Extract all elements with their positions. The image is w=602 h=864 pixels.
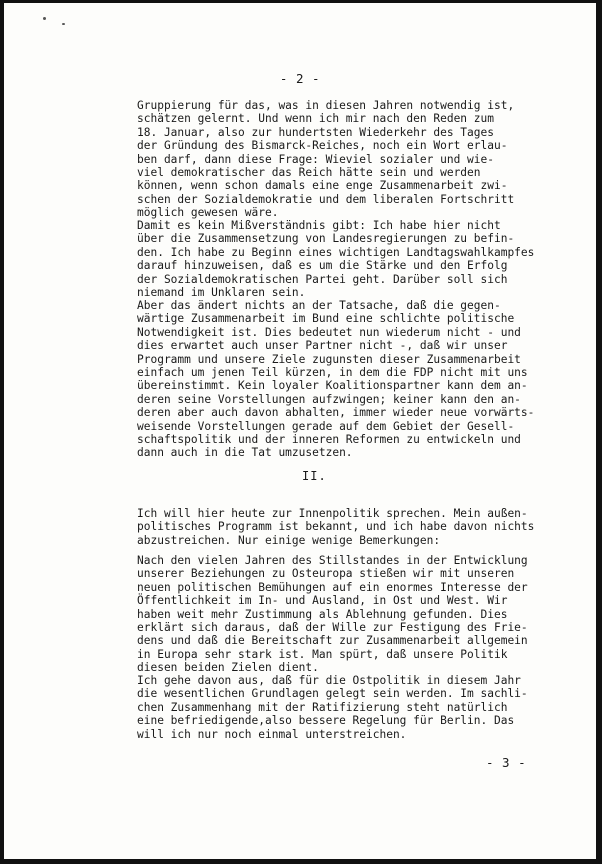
paragraph-3 (137, 299, 577, 460)
text-line: deren aber auch davon abhalten, immer wieder neue vorwärts- (137, 406, 535, 420)
text-line: ben darf, dann diese Frage: Wieviel sozialer und wie- (137, 152, 494, 166)
document-page (4, 3, 596, 859)
page-number-bottom: - 3 - (486, 755, 527, 770)
scan-speck (43, 17, 46, 20)
text-line: möglich gewesen wäre. (137, 206, 279, 220)
text-line: in Europa sehr stark ist. Man spürt, daß unsere Politik (137, 647, 508, 661)
text-line: haben weit mehr Zustimmung als Ablehnung gefunden. Dies (137, 607, 508, 621)
text-line: schaftspolitik und der inneren Reformen zu entwickeln und (137, 433, 521, 447)
text-line: weisende Vorstellungen gerade auf dem Gebiet der Gesell- (137, 419, 515, 433)
text-line: darauf hinzuweisen, daß es um die Stärke und den Erfolg (137, 259, 508, 273)
text-line: Notwendigkeit ist. Dies bedeutet nun wiederum nicht - und (137, 325, 521, 339)
text-line: chen Zusammenhang mit der Ratifizierung steht natürlich (137, 700, 508, 714)
text-line: Aber das ändert nichts an der Tatsache, daß die gegen- (137, 299, 501, 312)
paragraph-4 (137, 507, 577, 547)
text-line: dann auch in die Tat umzusetzen. (137, 446, 353, 460)
text-line: Ich will hier heute zur Innenpolitik sprechen. Mein außen- (137, 507, 528, 520)
text-line: Programm und unsere Ziele zugunsten dieser Zusammenarbeit (137, 352, 521, 366)
text-line: der Sozialdemokratischen Partei geht. Darüber soll sich (137, 272, 508, 286)
paragraph-6 (137, 674, 577, 741)
text-line: niemand im Unklaren sein. (137, 286, 306, 300)
text-line: 18. Januar, also zur hundertsten Wiederkehr des Tages (137, 125, 494, 139)
text-line: der Gründung des Bismarck-Reiches, noch ein Wort erlau- (137, 139, 508, 153)
text-line: über die Zusammensetzung von Landesregierungen zu befin- (137, 232, 515, 246)
section-heading: II. (302, 469, 327, 483)
text-line: dies erwartet auch unser Partner nicht -, daß wir unser (137, 339, 508, 353)
text-line: diesen beiden Zielen dient. (137, 661, 319, 675)
text-line: einfach um jenen Teil kürzen, in dem die FDP nicht mit uns (137, 366, 528, 380)
text-line: viel demokratischer das Reich hätte sein und werden (137, 166, 481, 180)
text-line: neuen politischen Bemühungen auf ein enormes Interesse der (137, 580, 528, 594)
text-line: abzustreichen. Nur einige wenige Bemerkungen: (137, 533, 441, 547)
text-line: Damit es kein Mißverständnis gibt: Ich habe hier nicht (137, 219, 501, 232)
paragraph-5 (137, 554, 577, 675)
paragraph-2 (137, 219, 577, 299)
text-line: Öffentlichkeit im In- und Ausland, in Ost und West. Wir (137, 594, 508, 608)
text-line: schen der Sozialdemokratie und dem liberalen Fortschritt (137, 192, 515, 206)
text-line: dens und daß die Bereitschaft zur Zusammenarbeit allgemein (137, 634, 528, 648)
text-line: unserer Beziehungen zu Osteuropa stießen wir mit unseren (137, 567, 515, 581)
text-line: schätzen gelernt. Und wenn ich mir nach den Reden zum (137, 112, 494, 126)
text-line: Nach den vielen Jahren des Stillstandes in der Entwicklung (137, 554, 528, 567)
text-line: den. Ich habe zu Beginn eines wichtigen Landtagswahlkampfes (137, 245, 535, 259)
text-line: deren seine Vorstellungen aufzwingen; keiner kann den an- (137, 392, 521, 406)
paragraph-1 (137, 99, 577, 220)
text-line: politisches Programm ist bekannt, und ich habe davon nichts (137, 520, 535, 534)
text-line: die wesentlichen Grundlagen gelegt sein werden. Im sachli- (137, 687, 528, 701)
text-line: können, wenn schon damals eine enge Zusammenarbeit zwi- (137, 179, 508, 193)
scan-speck (62, 23, 65, 25)
text-line: Ich gehe davon aus, daß für die Ostpolitik in diesem Jahr (137, 674, 521, 687)
text-line: will ich nur noch einmal unterstreichen. (137, 727, 407, 741)
text-line: Gruppierung für das, was in diesen Jahren notwendig ist, (137, 99, 515, 112)
text-line: erklärt sich daraus, daß der Wille zur Festigung des Frie- (137, 621, 528, 635)
page-number-top: - 2 - (279, 71, 321, 86)
text-line: eine befriedigende,also bessere Regelung für Berlin. Das (137, 714, 515, 728)
text-line: übereinstimmt. Kein loyaler Koalitionspartner kann dem an- (137, 379, 528, 393)
text-line: wärtige Zusammenarbeit im Bund eine schlichte politische (137, 312, 515, 326)
